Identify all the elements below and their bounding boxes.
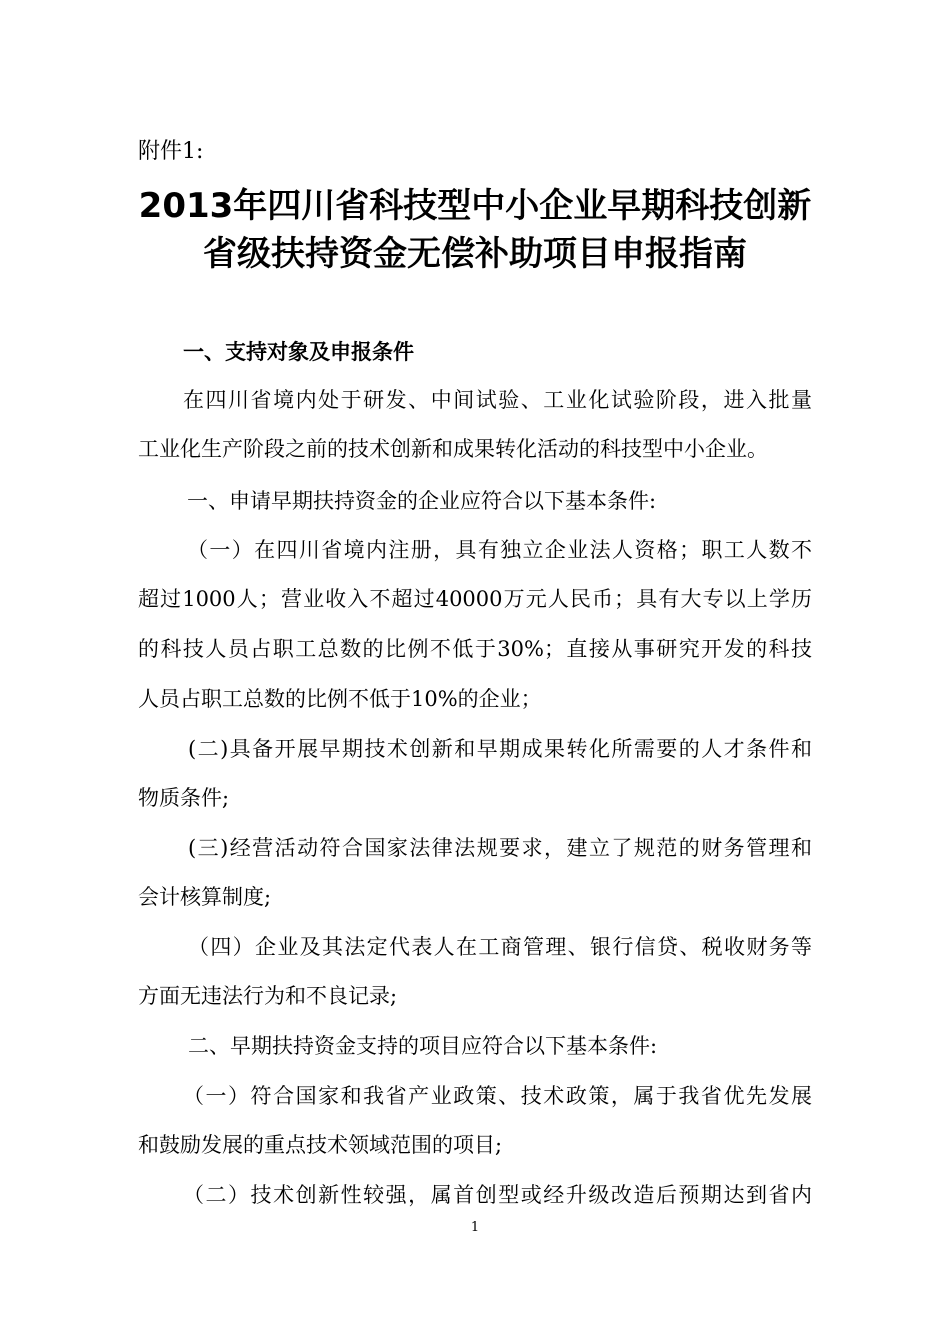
page-number: 1 <box>470 1220 480 1235</box>
paragraph-line: 二、早期扶持资金支持的项目应符合以下基本条件: <box>188 1034 658 1058</box>
document-title-line-1: 2013年四川省科技型中小企业早期科技创新 <box>138 186 812 226</box>
paragraph-line: （二）技术创新性较强，属首创型或经升级改造后预期达到省内 <box>183 1183 812 1207</box>
paragraph-line: （一）符合国家和我省产业政策、技术政策，属于我省优先发展 <box>183 1084 812 1108</box>
paragraph-line: (二)具备开展早期技术创新和早期成果转化所需要的人才条件和 <box>188 737 812 761</box>
paragraph-line: (三)经营活动符合国家法律法规要求，建立了规范的财务管理和 <box>188 836 812 860</box>
attachment-label: 附件1: <box>138 139 204 164</box>
paragraph-line: 和鼓励发展的重点技术领域范围的项目; <box>138 1133 503 1157</box>
paragraph-line: 一、申请早期扶持资金的企业应符合以下基本条件: <box>187 489 657 513</box>
paragraph-line: 会计核算制度; <box>138 885 272 909</box>
paragraph-line: 超过1000人；营业收入不超过40000万元人民币；具有大专以上学历 <box>138 587 812 611</box>
paragraph-line: 人员占职工总数的比例不低于10%的企业； <box>138 687 542 711</box>
section-heading: 一、支持对象及申报条件 <box>183 340 414 364</box>
paragraph-line: 方面无违法行为和不良记录; <box>138 984 398 1008</box>
paragraph-line: 的科技人员占职工总数的比例不低于30%；直接从事研究开发的科技 <box>138 637 812 661</box>
paragraph-line: （一）在四川省境内注册，具有独立企业法人资格；职工人数不 <box>187 538 812 562</box>
paragraph-line: （四）企业及其法定代表人在工商管理、银行信贷、税收财务等 <box>188 935 812 959</box>
paragraph-line: 在四川省境内处于研发、中间试验、工业化试验阶段，进入批量 <box>183 388 812 412</box>
paragraph-line: 物质条件; <box>138 786 230 810</box>
paragraph-line: 工业化生产阶段之前的技术创新和成果转化活动的科技型中小企业。 <box>138 437 768 461</box>
document-title-line-2: 省级扶持资金无偿补助项目申报指南 <box>203 234 747 274</box>
